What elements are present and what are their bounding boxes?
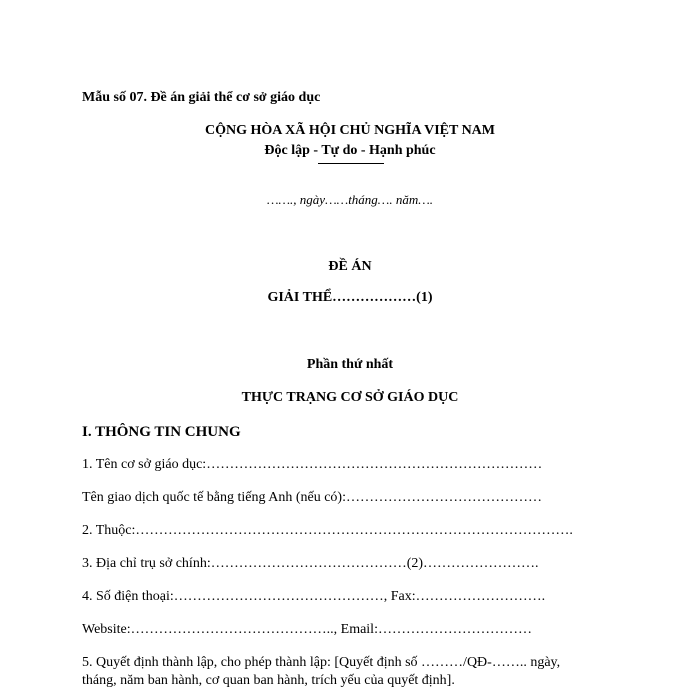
part-name: Phần thứ nhất	[306, 357, 394, 372]
document-title: ĐỀ ÁN	[328, 259, 372, 274]
field-institution-name: 1. Tên cơ sở giáo dục:………………………………………………………………	[82, 457, 543, 472]
field-website-email: Website:…………………………………….., Email:……………………………	[82, 622, 532, 637]
form-code: Mẫu số 07. Đề án giải thể cơ sở giáo dục	[82, 90, 321, 105]
motto-underline	[318, 163, 384, 164]
section-heading: I. THÔNG TIN CHUNG	[82, 424, 241, 440]
field-decision-line1: 5. Quyết định thành lập, cho phép thành lập: [Quyết định số ………/QĐ-…….. ngày,	[82, 655, 561, 670]
field-english-name: Tên giao dịch quốc tế bằng tiếng Anh (nếu có):……………………………………	[82, 490, 542, 505]
document-subtitle: GIẢI THỂ………………(1)	[267, 290, 433, 305]
field-decision-line2: tháng, năm ban hành, cơ quan ban hành, trích yếu của quyết định].	[82, 673, 455, 688]
date-line: ……., ngày……tháng…. năm….	[266, 192, 434, 207]
national-motto: Độc lập - Tự do - Hạnh phúc	[264, 143, 436, 158]
country-name: CỘNG HÒA XÃ HỘI CHỦ NGHĨA VIỆT NAM	[204, 123, 495, 138]
field-address: 3. Địa chỉ trụ sở chính:……………………………………(2)…………………….	[82, 556, 539, 571]
part-heading: THỰC TRẠNG CƠ SỞ GIÁO DỤC	[241, 390, 459, 405]
field-phone-fax: 4. Số điện thoại:………………………………………, Fax:……………………….	[82, 589, 546, 604]
field-affiliation: 2. Thuộc:………………………………………………………………………………….	[82, 523, 573, 538]
